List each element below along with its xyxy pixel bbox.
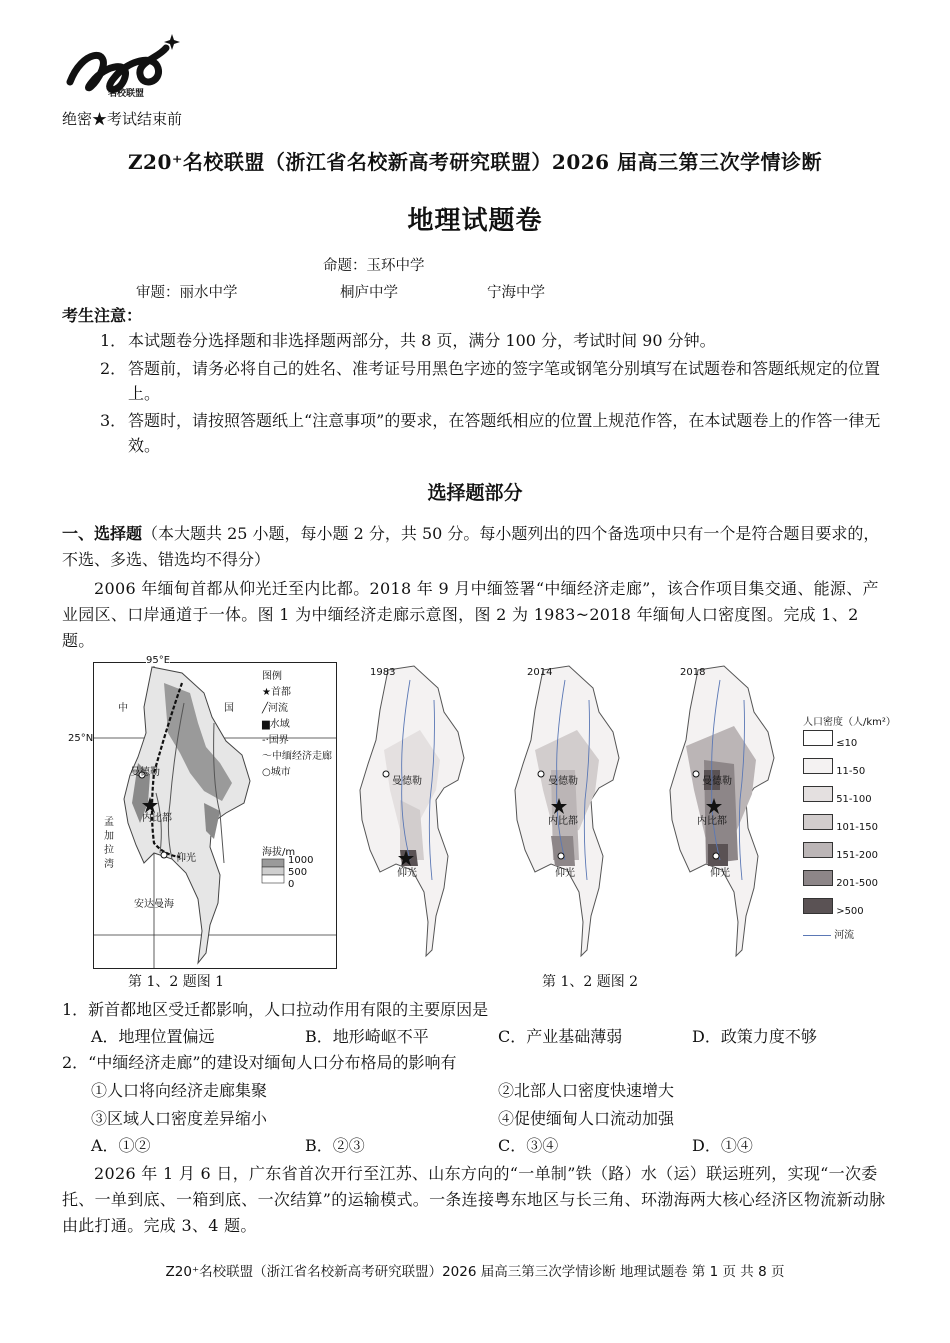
legend-item: ▆水域 [262, 719, 290, 730]
city-label-yangon: 仰光 [555, 868, 575, 879]
legend-swatch [803, 730, 833, 746]
question-2-option-d[interactable]: D．①④ [692, 1136, 753, 1155]
elevation-tick: 500 [288, 867, 308, 878]
question-2-option-a[interactable]: A．①② [91, 1136, 151, 1155]
legend-title: 图例 [262, 671, 282, 682]
question-1-option-c[interactable]: C．产业基础薄弱 [498, 1027, 623, 1046]
question-1-option-a[interactable]: A．地理位置偏远 [91, 1027, 215, 1046]
legend-item: ○城市 [262, 767, 291, 778]
legend-label: 151-200 [836, 850, 878, 861]
legend-row [803, 730, 878, 758]
country-label: 国 [224, 703, 234, 714]
legend-row [803, 926, 878, 946]
question-group-title: 一、选择题 [62, 524, 143, 543]
legend-label: >500 [836, 906, 864, 917]
map-year-label: 2014 [527, 667, 553, 678]
question-1-option-b[interactable]: B．地形崎岖不平 [305, 1027, 429, 1046]
legend-row [803, 842, 878, 870]
density-legend [803, 730, 878, 946]
legend-swatch [803, 786, 833, 802]
legend-swatch [803, 870, 833, 886]
figure-1-map [68, 655, 337, 969]
legend-swatch [803, 758, 833, 774]
city-label-yangon: 仰光 [397, 868, 417, 879]
meridian-label: 95°E [146, 655, 171, 666]
elevation-title: 海拔/m [262, 847, 296, 858]
notice-heading: 考生注意： [62, 306, 143, 325]
confidential-mark: 绝密★考试结束前 [62, 110, 183, 128]
logo-name: 名校联盟 [108, 89, 145, 99]
elevation-tick: 1000 [288, 855, 314, 866]
legend-item: -·国界 [262, 735, 289, 746]
city-label-naypyidaw: 内比都 [548, 816, 578, 827]
reviewer-3: 宁海中学 [487, 285, 545, 301]
section-title: 选择题部分 [427, 482, 523, 504]
reviewer-1: 审题：丽水中学 [136, 285, 238, 301]
map-year-label: 2018 [680, 667, 706, 678]
passage-2: 2026 年 1 月 6 日，广东省首次开行至江苏、山东方向的“一单制”铁（路）水（运）联运班列，实现“一次委托、一单到底、一箱到底、一次结算”的运输模式。一条连接粤东地区与长三角、环渤海两大核心经济区物流新动脉由此打通。完成 3、4 题。 [62, 1164, 886, 1235]
city-label-mandalay: 曼德勒 [702, 776, 732, 787]
question-2-item: ①人口将向经济走廊集聚 [91, 1081, 268, 1100]
legend-label: 101-150 [836, 822, 878, 833]
legend-row [803, 898, 878, 926]
legend-label: 河流 [834, 930, 855, 941]
question-2-stem: 2．“中缅经济走廊”的建设对缅甸人口分布格局的影响有 [62, 1053, 457, 1072]
legend-label: 51-100 [836, 794, 872, 805]
density-legend-title: 人口密度（人/km²） [803, 717, 896, 728]
city-label-naypyidaw: 内比都 [697, 816, 727, 827]
notice-item: 1． 本试题卷分选择题和非选择题两部分，共 8 页，满分 100 分，考试时间 90 分钟。 [100, 331, 716, 350]
elevation-tick: 0 [288, 879, 295, 890]
figure-1-svg [94, 663, 336, 968]
bay-label: 孟 [104, 817, 114, 828]
author-line: 命题：玉环中学 [323, 258, 425, 274]
legend-row [803, 758, 878, 786]
legend-item: ★首都 [262, 687, 291, 698]
legend-label: 201-500 [836, 878, 878, 889]
city-label-naypyidaw: 内比都 [142, 813, 172, 824]
city-label-mandalay: 曼德勒 [130, 767, 160, 778]
question-2-item: ③区域人口密度差异缩小 [91, 1109, 268, 1128]
reviewer-2: 桐庐中学 [340, 285, 398, 301]
figure-1-caption: 第 1、2 题图 1 [128, 974, 225, 990]
subject-title: 地理试题卷 [407, 206, 543, 236]
city-label-yangon: 仰光 [176, 853, 196, 864]
exam-title: Z20⁺名校联盟（浙江省名校新高考研究联盟）2026 届高三第三次学情诊断 [127, 150, 823, 174]
notice-item: 2． 答题前，请务必将自己的姓名、准考证号用黑色字迹的签字笔或钢笔分别填写在试题卷和答题纸规定的位置上。 [100, 359, 881, 403]
question-2-item: ④促使缅甸人口流动加强 [498, 1109, 675, 1128]
city-label-mandalay: 曼德勒 [548, 776, 578, 787]
city-label-yangon: 仰光 [710, 868, 730, 879]
legend-swatch [803, 898, 833, 914]
legend-swatch [803, 842, 833, 858]
bay-label: 拉 [104, 845, 114, 856]
question-2-item: ②北部人口密度快速增大 [498, 1081, 675, 1100]
country-label: 中 [118, 703, 128, 714]
parallel-label: 25°N [68, 733, 94, 744]
legend-swatch [803, 814, 833, 830]
bay-label: 加 [104, 831, 114, 842]
legend-row [803, 814, 878, 842]
notice-item: 3． 答题时，请按照答题纸上“注意事项”的要求，在答题纸相应的位置上规范作答，在本试题卷上的作答一律无效。 [100, 411, 881, 455]
page-footer: Z20⁺名校联盟（浙江省名校新高考研究联盟）2026 届高三第三次学情诊断 地理试题卷 第 1 页 共 8 页 [165, 1264, 785, 1280]
legend-row [803, 786, 878, 814]
legend-label: ≤10 [836, 738, 858, 749]
question-group-instructions: （本大题共 25 小题，每小题 2 分，共 50 分。每小题列出的四个备选项中只有一个是符合题目要求的，不选、多选、错选均不得分） [62, 524, 880, 569]
question-1-option-d[interactable]: D．政策力度不够 [692, 1027, 817, 1046]
passage-1: 2006 年缅甸首都从仰光迁至内比都。2018 年 9 月中缅签署“中缅经济走廊”，该合作项目集交通、能源、产业园区、口岸通道于一体。图 1 为中缅经济走廊示意图，图 2 为 1983~2018 年缅甸人口密度图。完成 1、2 题。 [62, 579, 879, 650]
legend-item: ╱河流 [262, 703, 289, 714]
sea-label: 安达曼海 [134, 899, 174, 910]
river-line-icon [803, 935, 831, 936]
legend-item: 〜中缅经济走廊 [262, 751, 332, 762]
question-2-option-c[interactable]: C．③④ [498, 1136, 559, 1155]
question-group-header [62, 521, 892, 573]
figure-2-caption: 第 1、2 题图 2 [542, 974, 639, 990]
legend-row [803, 870, 878, 898]
legend-label: 11-50 [836, 766, 866, 777]
question-1-stem: 1．新首都地区受迁都影响，人口拉动作用有限的主要原因是 [62, 1000, 489, 1019]
city-label-mandalay: 曼德勒 [392, 776, 422, 787]
question-2-option-b[interactable]: B．②③ [305, 1136, 365, 1155]
map-year-label: 1983 [370, 667, 396, 678]
bay-label: 湾 [104, 859, 114, 870]
